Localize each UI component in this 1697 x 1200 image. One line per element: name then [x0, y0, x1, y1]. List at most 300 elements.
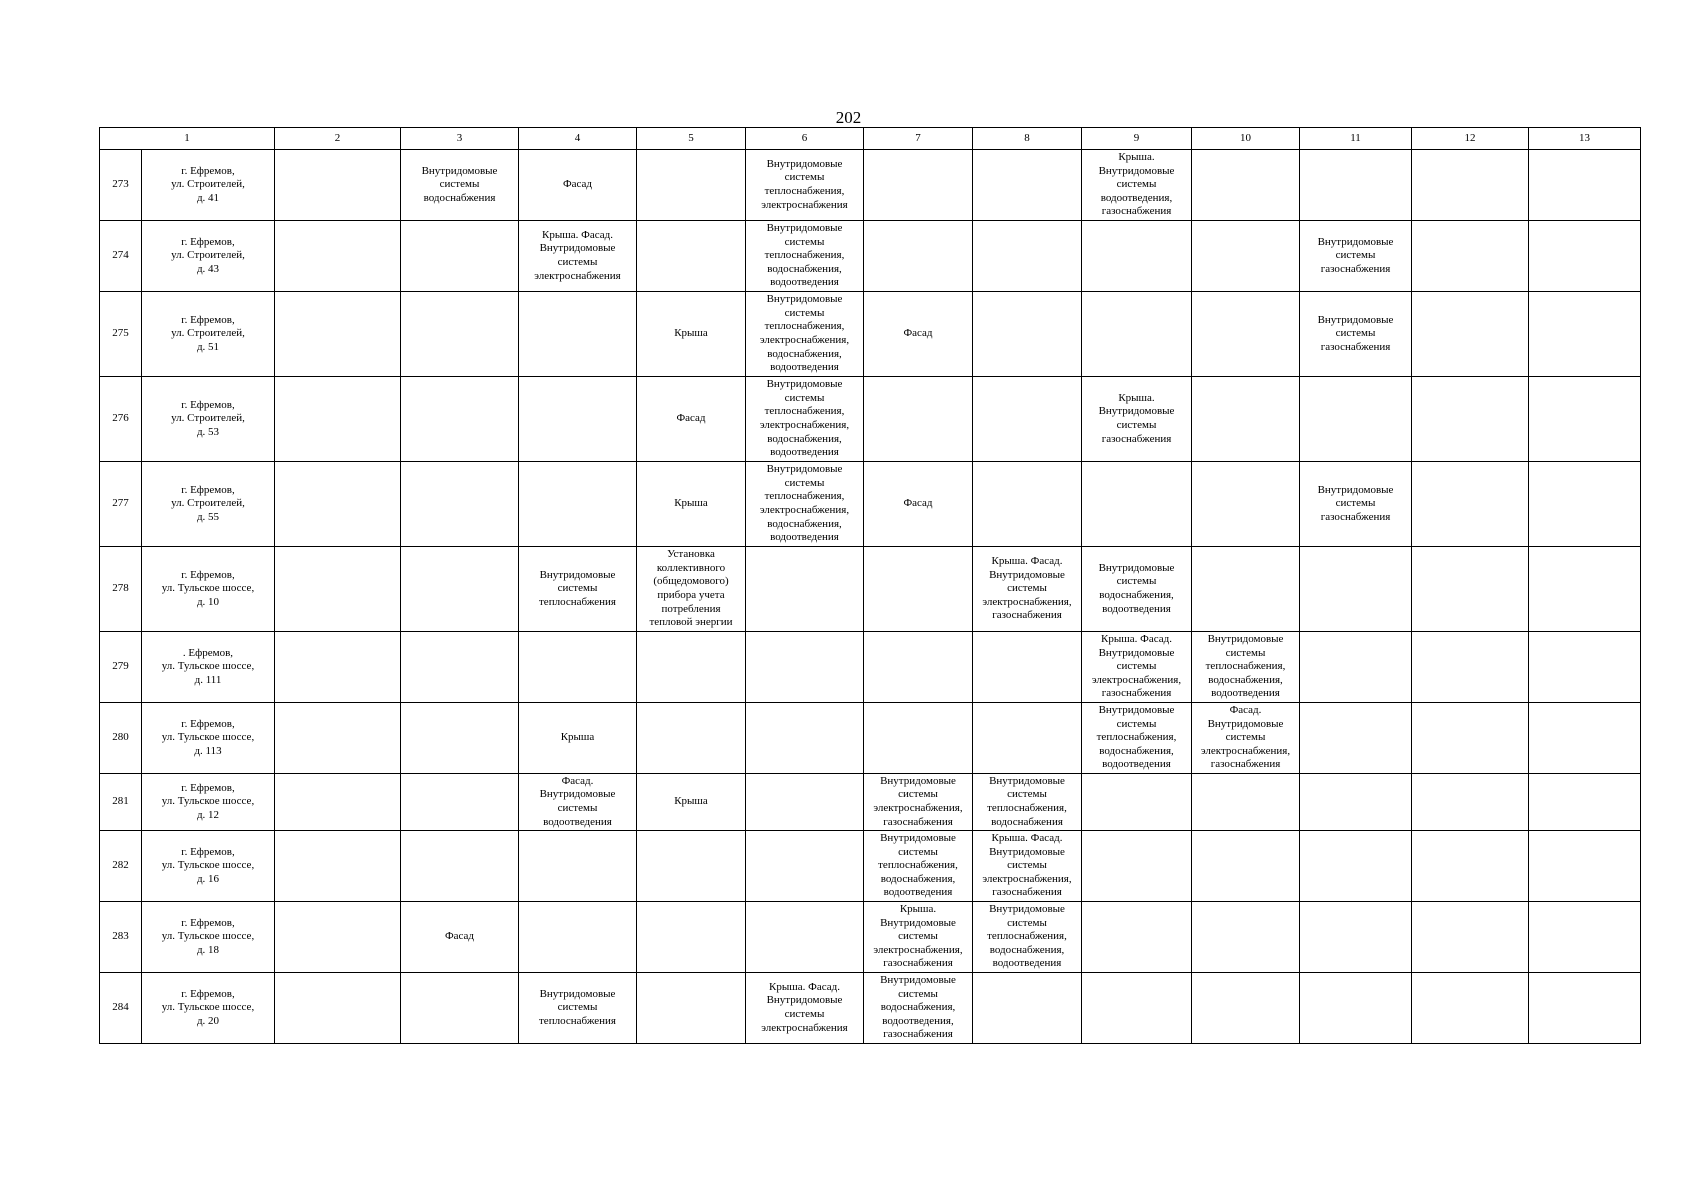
work-cell-col-13	[1529, 831, 1641, 902]
work-cell-col-9	[1082, 831, 1192, 902]
table-row	[100, 902, 1641, 973]
cell-text-line: системы	[1116, 575, 1157, 588]
column-header: 6	[746, 128, 864, 150]
cell-text-line: Фасад.	[1229, 704, 1262, 717]
cell-text-line: электроснабжения,	[982, 595, 1072, 608]
cell-text-line: электроснабжения,	[873, 943, 963, 956]
work-cell-col-7	[864, 902, 973, 973]
cell-text-line: Внутридомовые	[539, 242, 616, 255]
work-cell-col-2	[275, 150, 401, 221]
cell-text-line: теплоснабжения,	[878, 859, 958, 872]
cell-text-line: Внутридомовые	[1098, 704, 1175, 717]
capital-repair-schedule-table	[99, 127, 1641, 1044]
work-cell-col-7	[864, 462, 973, 547]
work-cell-col-13	[1529, 377, 1641, 462]
cell-text-line: Внутридомовые	[880, 774, 956, 787]
work-cell-col-4	[519, 150, 637, 221]
cell-text-line: прибора учета	[657, 589, 725, 601]
cell-text-line: Внутридомовые	[989, 568, 1065, 581]
address-cell	[142, 902, 275, 973]
cell-text-line: водоснабжения,	[1208, 673, 1283, 686]
cell-text-line: газоснабжения	[883, 1028, 953, 1041]
column-header: 2	[275, 128, 401, 150]
cell-text-line: системы	[784, 476, 825, 489]
cell-text-line: Крыша. Фасад.	[542, 228, 613, 241]
cell-text-line: теплоснабжения,	[1096, 731, 1177, 744]
table-row	[100, 221, 1641, 292]
work-cell-col-11	[1300, 292, 1412, 377]
cell-text-line: электроснабжения,	[759, 419, 850, 431]
cell-text-line: Крыша. Фасад.	[1101, 633, 1172, 646]
work-cell-col-3	[401, 774, 519, 831]
cell-text-line: потребления	[661, 602, 721, 615]
cell-text-line: тепловой энергии	[649, 616, 733, 629]
cell-text-line: г. Ефремов,	[181, 313, 235, 326]
cell-text-line: Внутридомовые	[766, 222, 843, 235]
cell-text-line: Внутридомовые	[1317, 235, 1394, 248]
cell-text-line: газоснабжения	[992, 886, 1062, 899]
work-cell-col-2	[275, 632, 401, 703]
cell-text-line: ул. Тульское шоссе,	[161, 731, 255, 744]
work-cell-col-10	[1192, 221, 1300, 292]
work-cell-col-4	[519, 902, 637, 973]
cell-text-line: водоснабжения,	[989, 943, 1065, 956]
work-cell-col-13	[1529, 292, 1641, 377]
work-cell-col-9	[1082, 774, 1192, 831]
work-cell-col-8	[973, 902, 1082, 973]
work-cell-col-11	[1300, 377, 1412, 462]
work-cell-col-9	[1082, 547, 1192, 632]
work-cell-col-3	[401, 902, 519, 973]
work-cell-col-11	[1300, 221, 1412, 292]
table-row	[100, 703, 1641, 774]
work-cell-col-2	[275, 831, 401, 902]
cell-text-line: теплоснабжения	[539, 595, 616, 608]
work-cell-col-4	[519, 831, 637, 902]
cell-text-line: д. 18	[196, 943, 220, 956]
work-cell-col-10	[1192, 547, 1300, 632]
work-cell-col-4	[519, 462, 637, 547]
cell-text-line: Крыша.	[1118, 151, 1155, 164]
cell-text-line: электроснабжения,	[1200, 744, 1291, 757]
cell-text-line: г. Ефремов,	[181, 568, 235, 581]
work-cell-col-3	[401, 632, 519, 703]
table-row	[100, 973, 1641, 1044]
cell-text-line: Внутридомовые	[1098, 561, 1175, 574]
work-cell-col-10	[1192, 150, 1300, 221]
cell-text-line: системы	[1116, 717, 1157, 730]
cell-text-line: д. 51	[196, 340, 220, 353]
cell-text-line: системы	[1335, 327, 1376, 340]
cell-text-line: Внутридомовые	[1317, 313, 1394, 326]
work-cell-col-7	[864, 292, 973, 377]
table-row	[100, 547, 1641, 632]
cell-text-line: Крыша	[674, 497, 708, 510]
work-cell-col-7	[864, 150, 973, 221]
work-cell-col-11	[1300, 703, 1412, 774]
cell-text-line: системы	[1116, 419, 1157, 431]
address-cell	[142, 377, 275, 462]
cell-text-line: д. 55	[196, 510, 220, 523]
work-cell-col-6	[746, 377, 864, 462]
cell-text-line: системы	[1116, 178, 1157, 191]
row-number: 284	[100, 973, 142, 1044]
cell-text-line: ул. Тульское шоссе,	[161, 859, 255, 872]
cell-text-line: Фасад	[903, 497, 933, 510]
work-cell-col-3	[401, 221, 519, 292]
cell-text-line: системы	[898, 987, 938, 1000]
cell-text-line: Крыша.	[1118, 391, 1155, 404]
cell-text-line: системы	[1335, 497, 1376, 510]
row-number: 277	[100, 462, 142, 547]
cell-text-line: газоснабжения	[883, 957, 953, 970]
cell-text-line: г. Ефремов,	[181, 235, 235, 248]
work-cell-col-7	[864, 831, 973, 902]
work-cell-col-8	[973, 221, 1082, 292]
cell-text-line: Внутридомовые	[1098, 164, 1175, 177]
cell-text-line: водоотведения	[883, 886, 953, 899]
cell-text-line: ул. Тульское шоссе,	[161, 1001, 255, 1014]
work-cell-col-12	[1412, 547, 1529, 632]
work-cell-col-2	[275, 703, 401, 774]
row-number: 276	[100, 377, 142, 462]
cell-text-line: водоснабжения	[991, 815, 1063, 828]
table-row	[100, 292, 1641, 377]
cell-text-line: водоотведения	[770, 531, 839, 544]
cell-text-line: Крыша. Фасад.	[769, 980, 840, 993]
cell-text-line: системы	[557, 802, 598, 814]
work-cell-col-12	[1412, 902, 1529, 973]
work-cell-col-6	[746, 547, 864, 632]
work-cell-col-5	[637, 150, 746, 221]
work-cell-col-4	[519, 973, 637, 1044]
cell-text-line: системы	[1116, 660, 1157, 673]
cell-text-line: Фасад.	[561, 774, 594, 787]
cell-text-line: (общедомового)	[653, 575, 729, 588]
work-cell-col-2	[275, 547, 401, 632]
work-cell-col-9	[1082, 902, 1192, 973]
cell-text-line: системы	[557, 1001, 598, 1014]
cell-text-line: газоснабжения	[1320, 510, 1391, 523]
cell-text-line: Крыша	[560, 731, 595, 744]
table-body	[100, 128, 1641, 1044]
work-cell-col-9	[1082, 703, 1192, 774]
row-number: 275	[100, 292, 142, 377]
cell-text-line: водоотведения	[1102, 758, 1171, 771]
cell-text-line: системы	[898, 788, 938, 801]
work-cell-col-5	[637, 462, 746, 547]
cell-text-line: теплоснабжения,	[764, 490, 845, 503]
work-cell-col-8	[973, 973, 1082, 1044]
work-cell-col-6	[746, 703, 864, 774]
cell-text-line: электроснабжения,	[873, 802, 963, 814]
work-cell-col-5	[637, 774, 746, 831]
work-cell-col-6	[746, 221, 864, 292]
work-cell-col-9	[1082, 150, 1192, 221]
cell-text-line: Внутридомовые	[421, 164, 498, 177]
work-cell-col-7	[864, 377, 973, 462]
cell-text-line: ул. Тульское шоссе,	[161, 582, 255, 595]
row-number: 273	[100, 150, 142, 221]
cell-text-line: системы	[1007, 916, 1047, 929]
work-cell-col-9	[1082, 221, 1192, 292]
table-row	[100, 377, 1641, 462]
cell-text-line: д. 43	[196, 262, 220, 275]
work-cell-col-7	[864, 221, 973, 292]
work-cell-col-12	[1412, 292, 1529, 377]
cell-text-line: г. Ефремов,	[181, 845, 235, 858]
column-header: 12	[1412, 128, 1529, 150]
work-cell-col-10	[1192, 462, 1300, 547]
cell-text-line: д. 12	[196, 808, 220, 821]
cell-text-line: водоснабжения,	[767, 262, 842, 275]
work-cell-col-6	[746, 150, 864, 221]
work-cell-col-10	[1192, 973, 1300, 1044]
work-cell-col-5	[637, 292, 746, 377]
work-cell-col-6	[746, 632, 864, 703]
work-cell-col-3	[401, 462, 519, 547]
work-cell-col-12	[1412, 632, 1529, 703]
work-cell-col-13	[1529, 462, 1641, 547]
row-number: 280	[100, 703, 142, 774]
work-cell-col-10	[1192, 377, 1300, 462]
work-cell-col-4	[519, 221, 637, 292]
work-cell-col-3	[401, 547, 519, 632]
work-cell-col-7	[864, 632, 973, 703]
cell-text-line: водоотведения,	[882, 1014, 954, 1027]
work-cell-col-4	[519, 632, 637, 703]
work-cell-col-2	[275, 973, 401, 1044]
work-cell-col-10	[1192, 831, 1300, 902]
work-cell-col-2	[275, 774, 401, 831]
cell-text-line: системы	[557, 582, 598, 595]
row-number: 283	[100, 902, 142, 973]
cell-text-line: теплоснабжения,	[764, 405, 845, 418]
work-cell-col-12	[1412, 973, 1529, 1044]
work-cell-col-5	[637, 221, 746, 292]
cell-text-line: г. Ефремов,	[181, 483, 235, 496]
cell-text-line: Внутридомовые	[880, 832, 956, 845]
work-cell-col-11	[1300, 547, 1412, 632]
row-number: 278	[100, 547, 142, 632]
cell-text-line: Внутридомовые	[1098, 646, 1175, 659]
column-header: 4	[519, 128, 637, 150]
table-row	[100, 774, 1641, 831]
work-cell-col-12	[1412, 150, 1529, 221]
cell-text-line: водоснабжения,	[767, 432, 842, 445]
work-cell-col-7	[864, 774, 973, 831]
work-cell-col-13	[1529, 902, 1641, 973]
cell-text-line: электроснабжения,	[1091, 673, 1182, 686]
work-cell-col-6	[746, 774, 864, 831]
work-cell-col-12	[1412, 703, 1529, 774]
row-number: 281	[100, 774, 142, 831]
work-cell-col-3	[401, 377, 519, 462]
cell-text-line: Внутридомовые	[1317, 483, 1394, 496]
work-cell-col-2	[275, 462, 401, 547]
address-cell	[142, 221, 275, 292]
address-cell	[142, 547, 275, 632]
work-cell-col-11	[1300, 831, 1412, 902]
cell-text-line: Внутридомовые	[989, 903, 1065, 916]
work-cell-col-3	[401, 831, 519, 902]
work-cell-col-8	[973, 292, 1082, 377]
cell-text-line: водоотведения	[1211, 687, 1280, 700]
work-cell-col-10	[1192, 774, 1300, 831]
work-cell-col-12	[1412, 831, 1529, 902]
cell-text-line: д. 10	[196, 595, 220, 608]
cell-text-line: ул. Строителей,	[171, 412, 245, 425]
cell-text-line: газоснабжения	[1101, 432, 1172, 445]
work-cell-col-9	[1082, 377, 1192, 462]
cell-text-line: теплоснабжения,	[987, 930, 1067, 943]
cell-text-line: Внутридомовые	[989, 774, 1065, 787]
column-header: 3	[401, 128, 519, 150]
work-cell-col-11	[1300, 774, 1412, 831]
address-cell	[142, 292, 275, 377]
work-cell-col-2	[275, 377, 401, 462]
cell-text-line: г. Ефремов,	[181, 781, 235, 794]
work-cell-col-3	[401, 150, 519, 221]
cell-text-line: водоснабжения,	[1099, 744, 1174, 757]
work-cell-col-13	[1529, 150, 1641, 221]
work-cell-col-10	[1192, 902, 1300, 973]
work-cell-col-9	[1082, 632, 1192, 703]
cell-text-line: газоснабжения	[992, 609, 1062, 622]
row-number: 279	[100, 632, 142, 703]
work-cell-col-3	[401, 703, 519, 774]
cell-text-line: Фасад	[903, 327, 933, 340]
cell-text-line: Внутридомовые	[1207, 633, 1284, 646]
work-cell-col-4	[519, 377, 637, 462]
cell-text-line: Внутридомовые	[766, 994, 843, 1007]
cell-text-line: д. 113	[194, 744, 222, 757]
work-cell-col-2	[275, 221, 401, 292]
cell-text-line: системы	[1225, 731, 1266, 744]
work-cell-col-12	[1412, 774, 1529, 831]
cell-text-line: системы	[784, 171, 825, 184]
work-cell-col-5	[637, 831, 746, 902]
work-cell-col-13	[1529, 703, 1641, 774]
cell-text-line: Внутридомовые	[539, 788, 616, 801]
work-cell-col-8	[973, 547, 1082, 632]
address-cell	[142, 150, 275, 221]
cell-text-line: газоснабжения	[1210, 758, 1281, 771]
row-number: 282	[100, 831, 142, 902]
table-row	[100, 462, 1641, 547]
work-cell-col-12	[1412, 377, 1529, 462]
cell-text-line: Внутридомовые	[880, 916, 956, 929]
address-cell	[142, 831, 275, 902]
work-cell-col-11	[1300, 150, 1412, 221]
cell-text-line: Внутридомовые	[766, 378, 843, 391]
cell-text-line: д. 20	[196, 1014, 220, 1027]
cell-text-line: Фасад	[676, 412, 706, 425]
cell-text-line: д. 16	[196, 872, 220, 885]
cell-text-line: ул. Тульское шоссе,	[161, 660, 255, 673]
work-cell-col-8	[973, 150, 1082, 221]
work-cell-col-7	[864, 703, 973, 774]
cell-text-line: ул. Строителей,	[171, 327, 245, 340]
cell-text-line: системы	[898, 930, 938, 943]
work-cell-col-4	[519, 547, 637, 632]
cell-text-line: Внутридомовые	[539, 568, 616, 581]
column-header: 9	[1082, 128, 1192, 150]
address-cell	[142, 774, 275, 831]
work-cell-col-11	[1300, 902, 1412, 973]
column-header: 1	[100, 128, 275, 150]
cell-text-line: Внутридомовые	[880, 974, 956, 987]
work-cell-col-7	[864, 547, 973, 632]
cell-text-line: электроснабжения,	[759, 504, 850, 516]
cell-text-line: г. Ефремов,	[181, 916, 235, 929]
cell-text-line: г. Ефремов,	[181, 164, 235, 177]
work-cell-col-4	[519, 703, 637, 774]
cell-text-line: водоотведения	[543, 815, 612, 828]
cell-text-line: водоотведения,	[1100, 191, 1173, 204]
work-cell-col-8	[973, 703, 1082, 774]
cell-text-line: Крыша	[674, 795, 708, 808]
work-cell-col-8	[973, 774, 1082, 831]
page-number: 202	[835, 108, 862, 127]
cell-text-line: электроснабжения	[761, 1021, 848, 1034]
cell-text-line: водоснабжения	[423, 191, 496, 204]
work-cell-col-5	[637, 547, 746, 632]
work-cell-col-5	[637, 902, 746, 973]
row-number: 274	[100, 221, 142, 292]
work-cell-col-11	[1300, 973, 1412, 1044]
work-cell-col-13	[1529, 547, 1641, 632]
column-header: 5	[637, 128, 746, 150]
cell-text-line: системы	[557, 256, 598, 268]
work-cell-col-8	[973, 831, 1082, 902]
work-cell-col-9	[1082, 292, 1192, 377]
work-cell-col-8	[973, 462, 1082, 547]
cell-text-line: электроснабжения	[534, 269, 621, 282]
cell-text-line: электроснабжения,	[982, 872, 1072, 885]
cell-text-line: теплоснабжения,	[1205, 660, 1286, 673]
table-row	[100, 831, 1641, 902]
cell-text-line: системы	[898, 845, 938, 858]
cell-text-line: д. 53	[196, 425, 220, 438]
work-cell-col-9	[1082, 462, 1192, 547]
cell-text-line: Внутридомовые	[1098, 405, 1175, 418]
work-cell-col-6	[746, 973, 864, 1044]
cell-text-line: водоотведения	[770, 361, 839, 374]
cell-text-line: теплоснабжения,	[764, 320, 845, 333]
cell-text-line: Крыша.	[899, 903, 937, 916]
cell-text-line: системы	[784, 1008, 825, 1020]
cell-text-line: системы	[784, 306, 825, 319]
cell-text-line: системы	[784, 391, 825, 404]
cell-text-line: системы	[784, 235, 825, 248]
cell-text-line: д. 41	[196, 191, 220, 204]
address-cell	[142, 462, 275, 547]
work-cell-col-6	[746, 462, 864, 547]
cell-text-line: газоснабжения	[1101, 687, 1172, 700]
cell-text-line: Крыша. Фасад.	[991, 832, 1063, 845]
cell-text-line: газоснабжения	[1101, 205, 1172, 218]
work-cell-col-5	[637, 973, 746, 1044]
cell-text-line: Внутридомовые	[989, 845, 1065, 858]
address-cell	[142, 703, 275, 774]
cell-text-line: теплоснабжения,	[987, 802, 1067, 814]
cell-text-line: Фасад	[562, 178, 593, 191]
cell-text-line: . Ефремов,	[182, 646, 234, 659]
column-header: 11	[1300, 128, 1412, 150]
cell-text-line: ул. Тульское шоссе,	[161, 795, 255, 808]
work-cell-col-4	[519, 292, 637, 377]
